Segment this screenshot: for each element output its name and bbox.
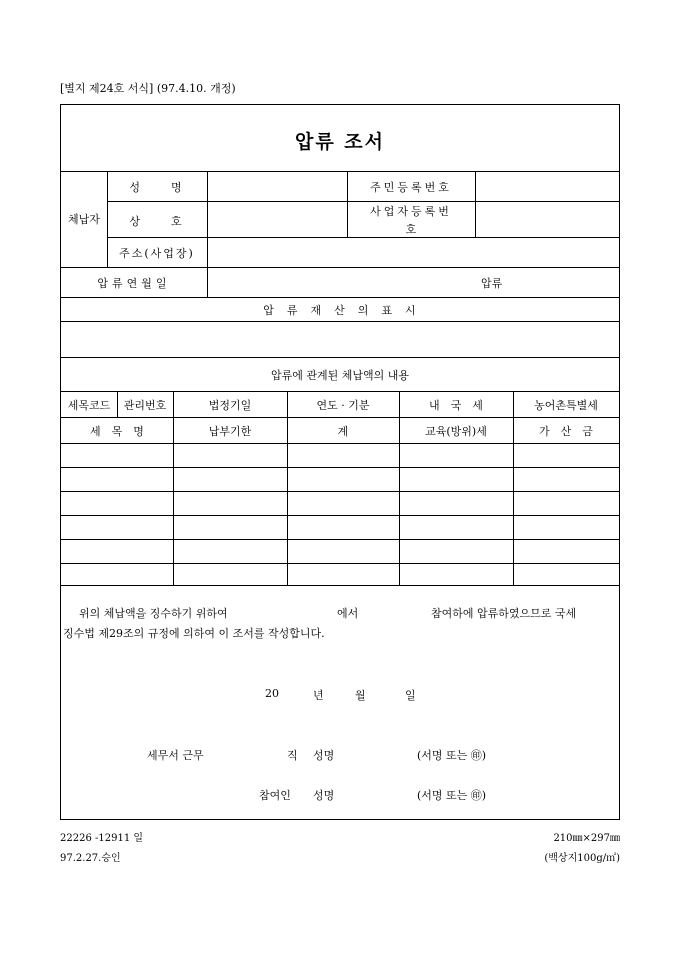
rule	[61, 267, 619, 268]
officer-name-label: 성명	[313, 749, 335, 762]
address-label: 주소(사업장)	[119, 247, 195, 260]
trade-name-label: 상 호	[129, 215, 185, 228]
col-year-period: 연도 · 기분	[316, 399, 370, 412]
rule	[207, 171, 208, 297]
approval-date: 97.2.27.승인	[60, 853, 121, 864]
office-label: 세무서 근무	[147, 749, 204, 762]
seizure-label: 압류	[481, 277, 503, 290]
rule	[287, 391, 288, 585]
rule	[399, 391, 400, 585]
col-total: 계	[337, 425, 349, 438]
rule	[61, 491, 619, 492]
date-year: 20	[265, 687, 279, 700]
property-header: 압 류 재 산 의 표 시	[263, 304, 417, 317]
statement-line2: 징수법 제29조의 규정에 의하여 이 조서를 작성합니다.	[63, 627, 325, 640]
rule	[61, 467, 619, 468]
rule	[61, 357, 619, 358]
date-year-unit: 년	[313, 689, 324, 702]
witness-name-label: 성명	[313, 789, 335, 802]
form-reference: [별지 제24호 서식] (97.4.10. 개정)	[60, 82, 236, 95]
arrears-header: 압류에 관계된 체납액의 내용	[270, 369, 409, 382]
name-label: 성 명	[129, 181, 185, 194]
statement-part1: 위의 체납액을 징수하기 위하여	[79, 607, 228, 620]
col-due-date: 납부기한	[208, 425, 252, 438]
statement-part3: 참여하에 압류하였으므로 국세	[431, 607, 577, 620]
position-label: 직	[287, 749, 298, 762]
rule	[61, 417, 619, 418]
biz-reg-label-wrap: 호	[405, 223, 417, 236]
rule	[173, 391, 174, 585]
rule	[61, 321, 619, 322]
date-month-unit: 월	[355, 689, 366, 702]
rule	[61, 443, 619, 444]
rule	[61, 539, 619, 540]
col-education-tax: 교육(방위)세	[425, 425, 487, 438]
statement-part2: 에서	[337, 607, 359, 620]
rule	[61, 585, 619, 586]
col-penalty: 가 산 금	[539, 425, 593, 438]
rule	[107, 237, 619, 238]
seizure-date-label: 압류연월일	[97, 277, 171, 290]
biz-reg-label: 사업자등록번	[370, 205, 452, 218]
paper-size: 210㎜×297㎜	[553, 833, 620, 844]
paper-type: (백상지100g/㎡)	[544, 853, 620, 864]
rule	[61, 297, 619, 298]
col-internal-tax: 내 국 세	[429, 399, 483, 412]
rule	[513, 391, 514, 585]
taxpayer-group-label: 체납자	[68, 213, 100, 226]
rule	[61, 391, 619, 392]
witness-label: 참여인	[259, 789, 291, 802]
form-title: 압류 조서	[294, 131, 386, 153]
col-mgmt-no: 관리번호	[123, 399, 167, 412]
rule	[475, 171, 476, 237]
witness-sign-hint: (서명 또는 ㊞)	[417, 789, 487, 802]
form-frame	[60, 104, 620, 820]
date-day-unit: 일	[405, 689, 416, 702]
resident-id-label: 주민등록번호	[370, 181, 452, 194]
col-tax-item: 세 목 명	[90, 425, 144, 438]
rule	[61, 171, 619, 172]
col-rural-tax: 농어촌특별세	[534, 399, 598, 412]
rule	[61, 563, 619, 564]
form-number: 22226 -12911 일	[60, 833, 144, 844]
rule	[107, 201, 619, 202]
rule	[61, 515, 619, 516]
officer-sign-hint: (서명 또는 ㊞)	[417, 749, 487, 762]
col-statutory-date: 법정기일	[208, 399, 252, 412]
col-tax-code: 세목코드	[67, 399, 111, 412]
